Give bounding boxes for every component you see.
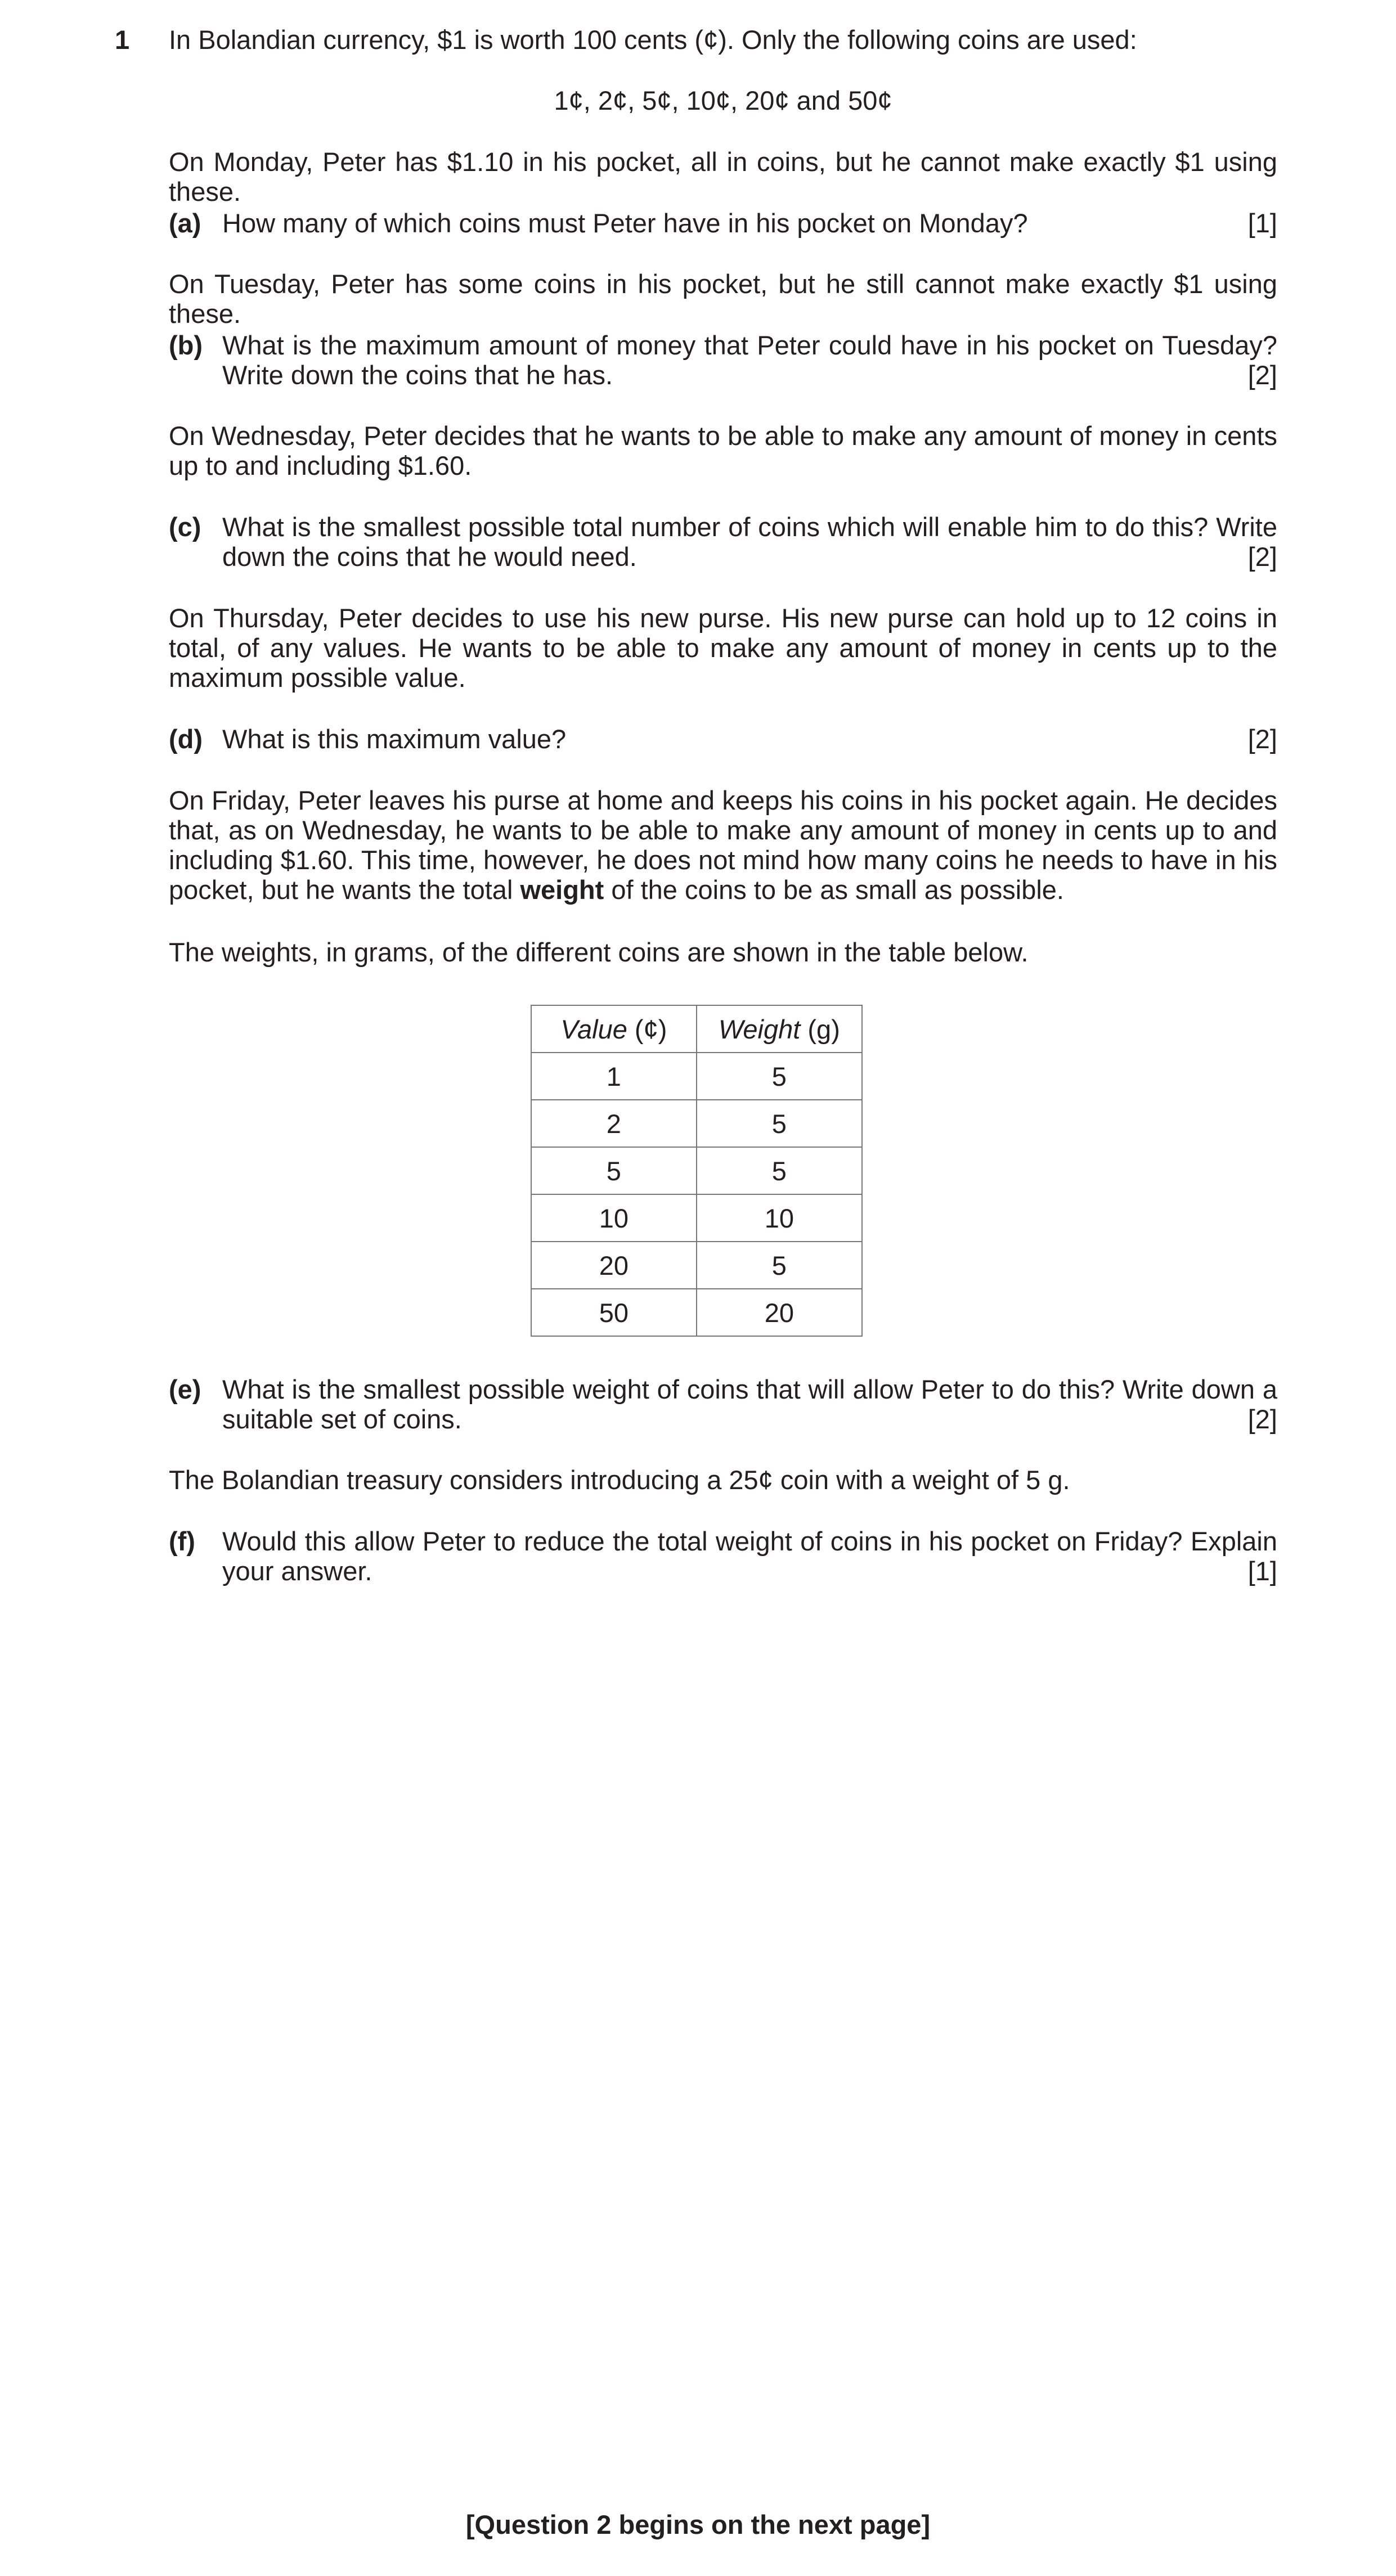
- part-b-marks: [2]: [1247, 360, 1277, 390]
- part-a-text: How many of which coins must Peter have in his pocket on Monday?: [222, 208, 1028, 238]
- part-c-marks: [2]: [1247, 542, 1277, 572]
- weight-cell: 5: [697, 1147, 862, 1194]
- part-b-line-1: What is the maximum amount of money that Peter could have in his pocket on Tuesday?: [222, 330, 1277, 360]
- weight-cell: 5: [697, 1242, 862, 1289]
- table-intro: The weights, in grams, of the different coins are shown in the table below.: [169, 937, 1029, 967]
- part-e-marks: [2]: [1247, 1404, 1277, 1434]
- value-cell: 5: [531, 1147, 697, 1194]
- part-b-label: (b): [169, 330, 203, 360]
- part-c-label: (c): [169, 512, 201, 542]
- question-number: 1: [115, 25, 130, 55]
- table-row: [531, 1147, 862, 1194]
- part-b-text: [222, 330, 1277, 390]
- intro-text: In Bolandian currency, $1 is worth 100 cents (¢). Only the following coins are used:: [169, 25, 1137, 55]
- table-row: [531, 1289, 862, 1336]
- value-cell: 10: [531, 1194, 697, 1242]
- part-c-line-2: down the coins that he would need.: [222, 542, 637, 572]
- tuesday-text: On Tuesday, Peter has some coins in his pocket, but he still cannot make exactly $1 using these.: [169, 269, 1277, 329]
- weight-column-header: Weight (g): [697, 1005, 862, 1053]
- friday-text-start: On Friday, Peter leaves his purse at home and keeps his coins in his pocket again. He decides that, as on Wednesday, he wants to be able to make any amount of money in cents up to and including $1.60. This time, however, he does not mind how many coins he needs to have in his pocket, but he wants the total: [169, 785, 1277, 905]
- thursday-text: On Thursday, Peter decides to use his new purse. His new purse can hold up to 12 coins in total, of any values. He wants to be able to make any amount of money in cents up to the maximum possible value.: [169, 603, 1277, 693]
- friday-text-end: of the coins to be as small as possible.: [604, 875, 1064, 905]
- part-f-label: (f): [169, 1526, 195, 1556]
- weight-cell: 5: [697, 1100, 862, 1147]
- part-e-line-1: What is the smallest possible weight of coins that will allow Peter to do this? Write down a: [222, 1374, 1277, 1404]
- treasury-text: The Bolandian treasury considers introducing a 25¢ coin with a weight of 5 g.: [169, 1465, 1070, 1495]
- part-c-line-1: What is the smallest possible total number of coins which will enable him to do this? Write: [222, 512, 1277, 542]
- coins-list: 1¢, 2¢, 5¢, 10¢, 20¢ and 50¢: [554, 86, 892, 115]
- value-cell: 2: [531, 1100, 697, 1147]
- part-c-text: [222, 512, 1277, 572]
- friday-keyword-weight: weight: [520, 875, 604, 905]
- value-cell: 20: [531, 1242, 697, 1289]
- part-f-line-2: your answer.: [222, 1556, 372, 1586]
- weight-cell: 5: [697, 1053, 862, 1100]
- table-row: [531, 1194, 862, 1242]
- part-b-line-2: Write down the coins that he has.: [222, 360, 613, 390]
- value-column-header: Value (¢): [531, 1005, 697, 1053]
- table-row: [531, 1053, 862, 1100]
- part-d-label: (d): [169, 724, 203, 754]
- value-cell: 1: [531, 1053, 697, 1100]
- weight-cell: 10: [697, 1194, 862, 1242]
- table-header-row: [531, 1005, 862, 1053]
- table-row: [531, 1242, 862, 1289]
- table-row: [531, 1100, 862, 1147]
- part-e-label: (e): [169, 1374, 201, 1404]
- monday-text: On Monday, Peter has $1.10 in his pocket, all in coins, but he cannot make exactly $1 using these.: [169, 147, 1277, 206]
- part-d-text: What is this maximum value?: [222, 724, 567, 754]
- coin-weights-table: [531, 1005, 863, 1337]
- value-cell: 50: [531, 1289, 697, 1336]
- part-a-label: (a): [169, 208, 201, 238]
- part-e-text: [222, 1374, 1277, 1434]
- part-d-marks: [2]: [1247, 724, 1277, 754]
- part-e-line-2: suitable set of coins.: [222, 1404, 462, 1434]
- friday-text: [169, 785, 1277, 905]
- wednesday-text: On Wednesday, Peter decides that he wants to be able to make any amount of money in cents up to and including $1.60.: [169, 421, 1277, 480]
- page-footer: [Question 2 begins on the next page]: [465, 2510, 931, 2539]
- weight-cell: 20: [697, 1289, 862, 1336]
- part-a-marks: [1]: [1247, 208, 1277, 238]
- part-f-text: [222, 1526, 1277, 1586]
- part-f-marks: [1]: [1247, 1556, 1277, 1586]
- part-f-line-1: Would this allow Peter to reduce the total weight of coins in his pocket on Friday? Explain: [222, 1526, 1277, 1556]
